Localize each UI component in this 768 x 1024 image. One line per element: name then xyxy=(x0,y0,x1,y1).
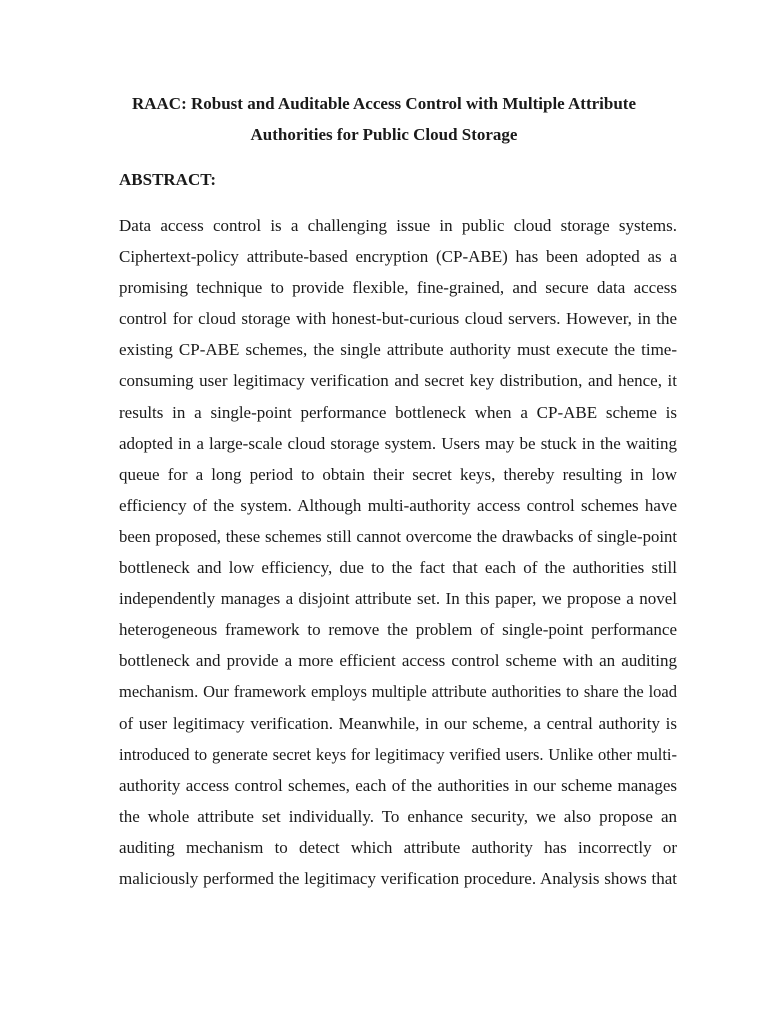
paper-title xyxy=(0,88,768,150)
abstract-heading: ABSTRACT: xyxy=(119,170,216,189)
abstract-line: introduced to generate secret keys for legitimacy verified users. Unlike other multi- xyxy=(119,744,677,764)
abstract-line: promising technique to provide flexible, fine-grained, and secure data access xyxy=(119,278,677,298)
paper-title-line: RAAC: Robust and Auditable Access Control with Multiple Attribute xyxy=(131,94,637,113)
abstract-line: authority access control schemes, each of the authorities in our scheme manages xyxy=(119,775,677,795)
abstract-line: results in a single-point performance bottleneck when a CP-ABE scheme is xyxy=(119,402,677,422)
abstract-line: the whole attribute set individually. To enhance security, we also propose an xyxy=(119,806,677,826)
abstract-line: bottleneck and provide a more efficient access control scheme with an auditing xyxy=(119,651,677,671)
abstract-line: control for cloud storage with honest-but-curious cloud servers. However, in the xyxy=(119,309,677,329)
abstract-line: Data access control is a challenging issue in public cloud storage systems. xyxy=(119,216,677,235)
abstract-line: consuming user legitimacy verification and secret key distribution, and hence, it xyxy=(119,371,677,391)
paper-title-line: Authorities for Public Cloud Storage xyxy=(250,125,518,144)
abstract-body xyxy=(119,210,677,894)
abstract-line: existing CP-ABE schemes, the single attribute authority must execute the time- xyxy=(119,340,677,360)
abstract-line: auditing mechanism to detect which attribute authority has incorrectly or xyxy=(119,837,677,857)
abstract-line: bottleneck and low efficiency, due to the fact that each of the authorities still xyxy=(119,558,677,578)
abstract-line: efficiency of the system. Although multi-authority access control schemes have xyxy=(119,495,677,515)
abstract-line: independently manages a disjoint attribute set. In this paper, we propose a novel xyxy=(119,589,677,609)
abstract-line: Ciphertext-policy attribute-based encryption (CP-ABE) has been adopted as a xyxy=(119,247,677,267)
abstract-line: maliciously performed the legitimacy verification procedure. Analysis shows that xyxy=(119,868,677,888)
abstract-line: adopted in a large-scale cloud storage system. Users may be stuck in the waiting xyxy=(119,433,677,453)
abstract-line: mechanism. Our framework employs multiple attribute authorities to share the load xyxy=(119,682,677,702)
abstract-line: queue for a long period to obtain their secret keys, thereby resulting in low xyxy=(119,464,677,484)
abstract-line: heterogeneous framework to remove the problem of single-point performance xyxy=(119,620,677,640)
abstract-line: been proposed, these schemes still cannot overcome the drawbacks of single-point xyxy=(119,526,677,546)
abstract-line: of user legitimacy verification. Meanwhile, in our scheme, a central authority is xyxy=(119,713,677,733)
